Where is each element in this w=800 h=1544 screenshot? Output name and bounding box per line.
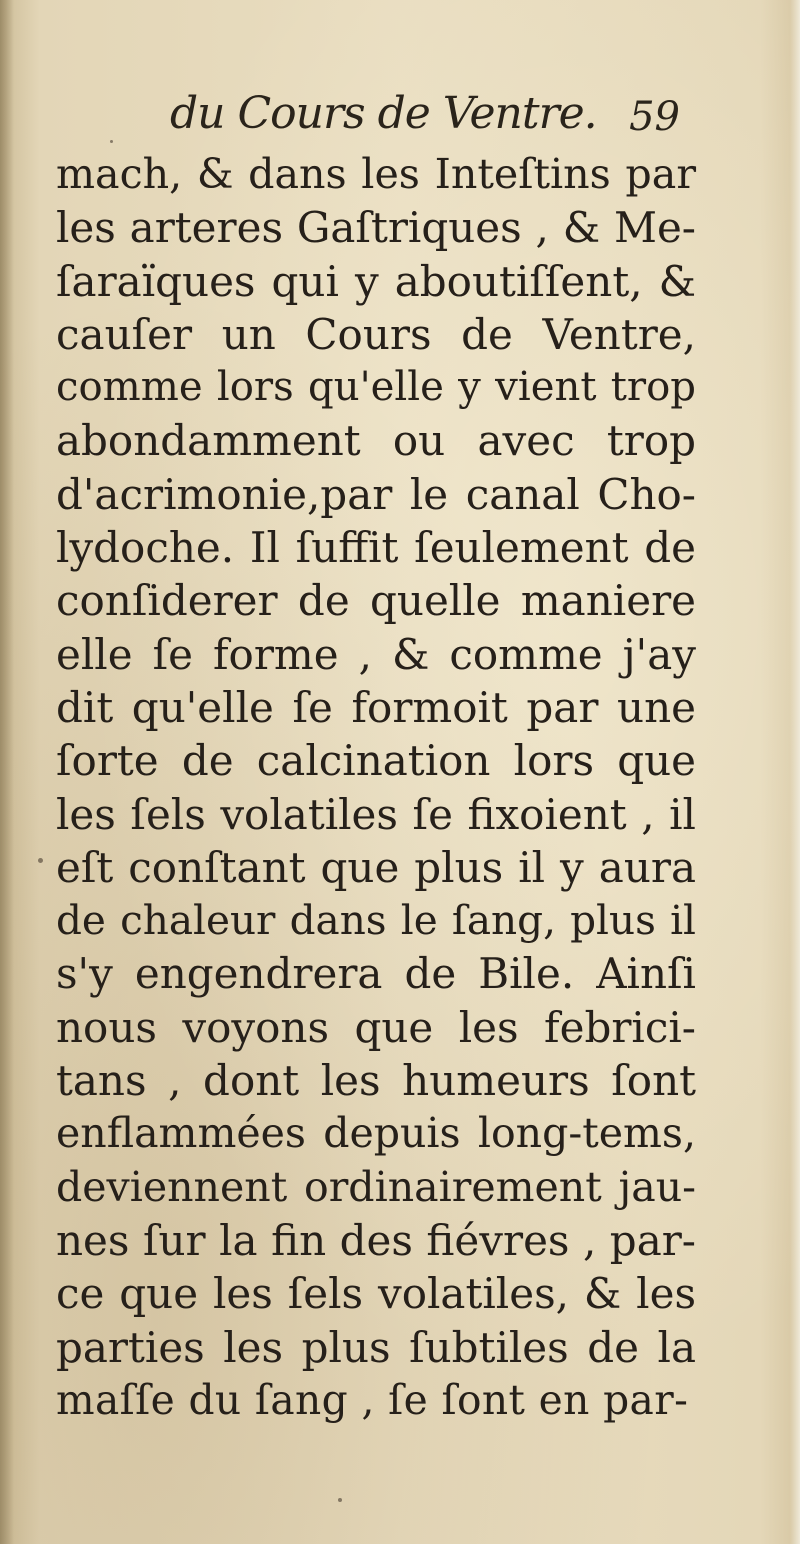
- text-line: de chaleur dans le ſang, plus il: [56, 896, 696, 945]
- ink-speck: [338, 1498, 342, 1502]
- ink-speck: [110, 140, 113, 143]
- text-line: conſiderer de quelle maniere: [56, 576, 696, 626]
- text-line: ſorte de calcination lors que: [56, 736, 696, 786]
- text-line: deviennent ordinairement jau-: [56, 1162, 696, 1211]
- text-line: mach, & dans les Inteſtins par: [56, 150, 696, 198]
- running-head: du Cours de Ventre.: [170, 88, 597, 139]
- page-number: 59: [629, 94, 680, 140]
- text-line: nous voyons que les febrici-: [56, 1002, 696, 1052]
- text-line: s'y engendrera de Bile. Ainſi: [56, 949, 696, 999]
- text-line: maſſe du ſang , ſe ſont en par-: [56, 1375, 689, 1424]
- text-line: nes ſur la fin des fiévres , par-: [56, 1215, 696, 1265]
- text-line: cauſer un Cours de Ventre,: [56, 309, 696, 359]
- page-header: [170, 88, 690, 148]
- text-line: enflammées depuis long-tems,: [56, 1109, 696, 1158]
- ink-speck: [38, 858, 43, 863]
- text-line: les ſels volatiles ſe fixoient , il: [56, 789, 696, 839]
- text-line: lydoche. Il ſuffit ſeulement de: [56, 523, 696, 573]
- text-line: comme lors qu'elle y vient trop: [56, 364, 696, 411]
- text-line: tans , dont les humeurs ſont: [56, 1056, 696, 1106]
- text-line: ce que les ſels volatiles, & les: [56, 1269, 696, 1319]
- text-line: abondamment ou avec trop: [56, 416, 696, 466]
- text-line: les arteres Gaſtriques , & Me-: [56, 203, 696, 253]
- text-line: eſt conſtant que plus il y aura: [56, 842, 696, 892]
- text-line: d'acrimonie,par le canal Cho-: [56, 469, 696, 519]
- text-line: ſaraïques qui y aboutiſſent, &: [56, 256, 696, 306]
- body-text: [56, 148, 696, 1427]
- text-line: dit qu'elle ſe formoit par une: [56, 682, 696, 732]
- text-line: elle ſe forme , & comme j'ay: [56, 629, 696, 679]
- text-line: parties les plus ſubtiles de la: [56, 1322, 696, 1372]
